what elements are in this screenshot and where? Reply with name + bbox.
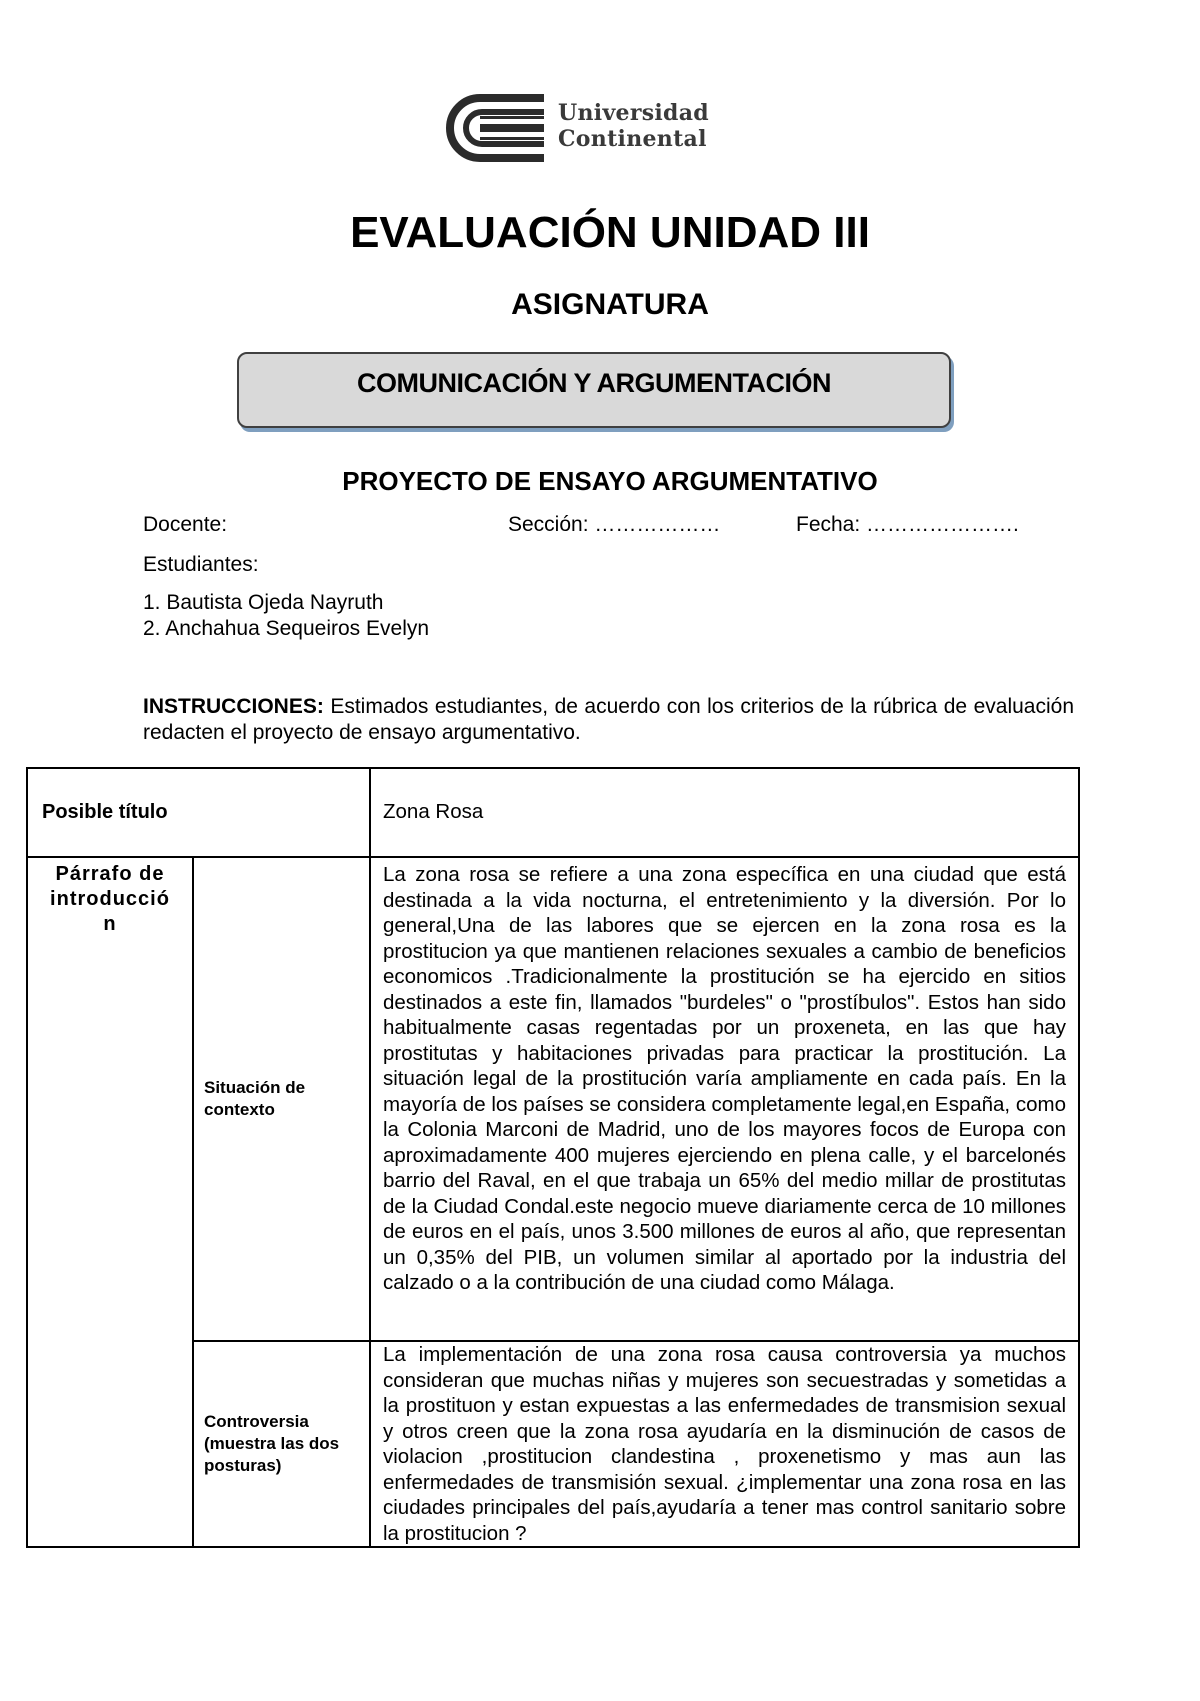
- course-name-box: [237, 352, 951, 428]
- subject-heading: ASIGNATURA: [511, 288, 709, 321]
- fecha-field: Fecha: ………………….: [796, 513, 1019, 536]
- context-label-cell: [193, 857, 370, 1341]
- student-item: 1. Bautista Ojeda Nayruth: [143, 591, 384, 614]
- controversy-label-cell: [193, 1341, 370, 1547]
- document-title: EVALUACIÓN UNIDAD III: [350, 208, 870, 257]
- essay-table: [26, 767, 1080, 1548]
- title-value: Zona Rosa: [383, 800, 484, 823]
- table-row: [27, 857, 1079, 1341]
- context-label: Situación de contexto: [204, 1078, 306, 1119]
- docente-label: Docente:: [143, 513, 228, 536]
- course-name: COMUNICACIÓN Y ARGUMENTACIÓN: [356, 368, 831, 398]
- title-value-cell: [370, 768, 1079, 857]
- students-list: [143, 590, 429, 642]
- controversy-text: La implementación de una zona rosa causa controversia ya muchos consideran que muchas niñas y mujeres son secuestradas y sometidas a la prostituon y estan expuestas a las enfermedades de transmision sexual y otros creen que la zona rosa ayudaría en la disminución de casos de violacion ,prostitucion clandestina , proxenetismo y mas aun las enfermedades de transmisión sexual. ¿implementar una zona rosa en las ciudades principales del país,ayudaría a tener mas control sanitario sobre la prostitucion ?: [383, 1343, 1066, 1545]
- university-emblem-icon: [440, 92, 550, 164]
- university-logo: [440, 92, 710, 164]
- instructions-label: INSTRUCCIONES:: [143, 695, 324, 718]
- student-item: 2. Anchahua Sequeiros Evelyn: [143, 617, 430, 640]
- students-label: Estudiantes:: [143, 553, 259, 576]
- title-label: Posible título: [42, 801, 168, 823]
- intro-label: Párrafo de introducción: [50, 863, 170, 935]
- controversy-label: Controversia (muestra las dos posturas): [204, 1412, 340, 1475]
- context-text-cell: [370, 857, 1079, 1341]
- logo-line-1: Universidad: [558, 100, 709, 126]
- seccion-field: Sección: ………………: [508, 513, 721, 536]
- intro-label-cell: [27, 857, 193, 1547]
- logo-line-2: Continental: [558, 126, 707, 152]
- project-title: PROYECTO DE ENSAYO ARGUMENTATIVO: [342, 466, 878, 496]
- instructions: [143, 694, 1074, 746]
- controversy-text-cell: [370, 1341, 1079, 1547]
- title-label-cell: [27, 768, 370, 857]
- instructions-text: Estimados estudiantes, de acuerdo con los criterios de la rúbrica de evaluación redacten el proyecto de ensayo argumentativo.: [143, 695, 1074, 744]
- table-row: [27, 768, 1079, 857]
- context-text: La zona rosa se refiere a una zona específica en una ciudad que está destinada a la vida nocturna, el entretenimiento y la diversión. Por lo general,Una de las labores que se ejercen en la zona rosa es la prostitucion ya que mantienen relaciones sexuales a cambio de beneficios economicos .Tradicionalmente la prostitución se ha ejercido en sitios destinados a este fin, llamados "burdeles" o "prostíbulos". Estos han sido habitualmente casas regentadas por un proxeneta, en las que hay prostitutas y habitaciones privadas para practicar la prostitución. La situación legal de la prostitución varía ampliamente en cada país. En la mayoría de los países se considera completamente legal,en España, como la Colonia Marconi de Madrid, uno de los mayores focos de Europa con aproximadamente 400 mujeres ejerciendo en plena calle, y el barcelonés barrio del Raval, en el que trabaja un 65% del medio millar de prostitutas de la Ciudad Condal.este negocio mueve diariamente cerca de 10 millones de euros en el país, unos 3.500 millones de euros al año, que representan un 0,35% del PIB, un volumen similar al aportado por la industria del calzado o a la contribución de una ciudad como Málaga.: [383, 863, 1066, 1294]
